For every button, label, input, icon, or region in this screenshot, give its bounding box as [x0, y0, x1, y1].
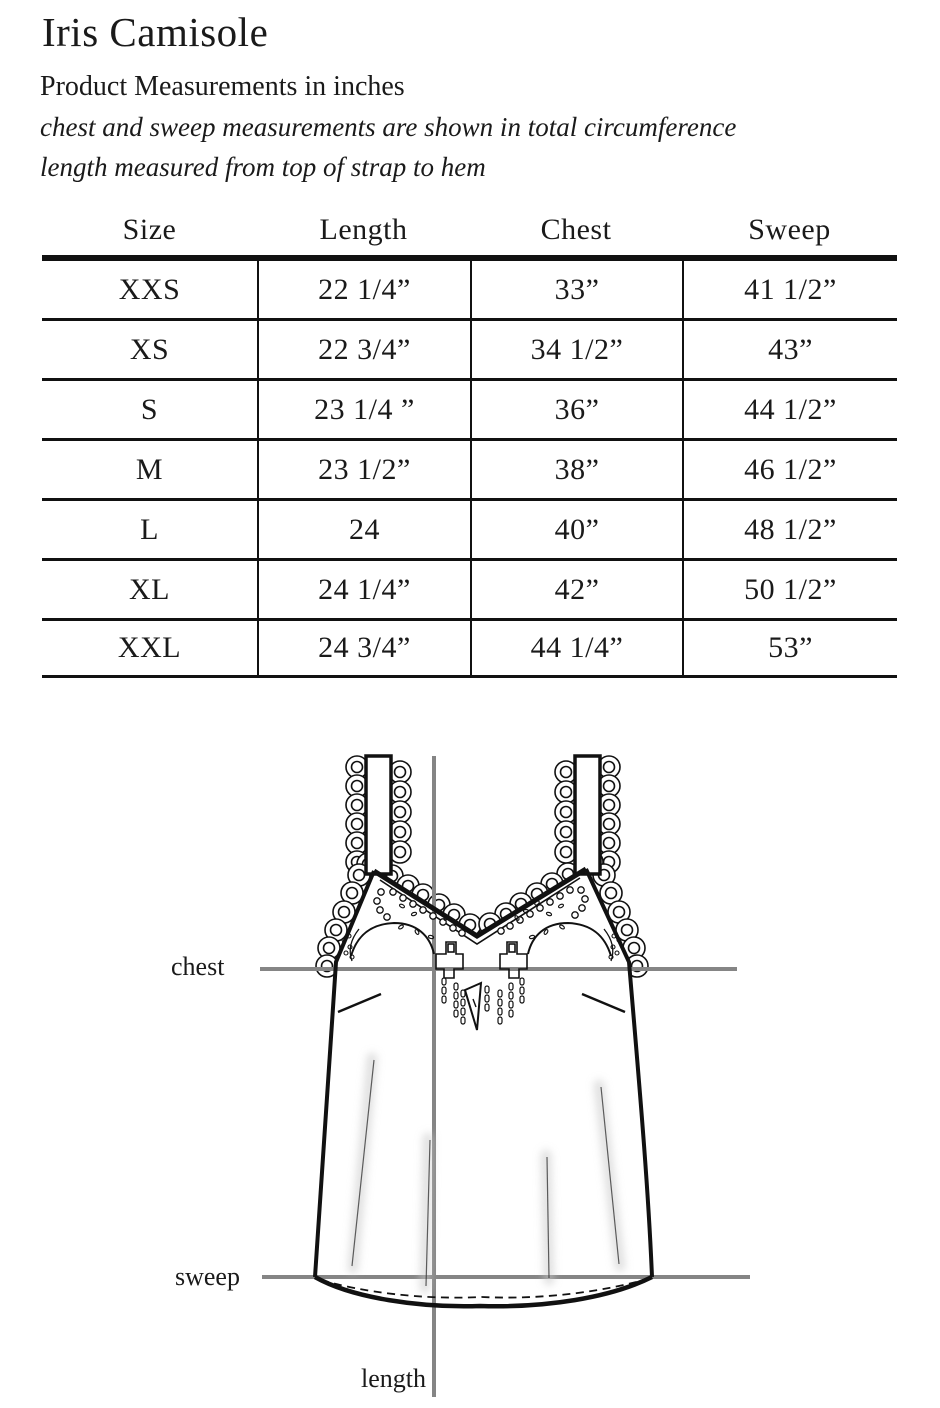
chest-cell: 40”: [470, 498, 682, 558]
chest-label: chest: [171, 952, 225, 981]
length-cell: 24 1/4”: [257, 558, 470, 618]
sweep-cell: 53”: [682, 618, 897, 678]
column-header-size: Size: [42, 205, 257, 258]
camisole-drawing: [0, 740, 940, 1408]
garment-diagram: [0, 740, 940, 1408]
chest-cell: 33”: [470, 258, 682, 318]
size-cell: XXL: [42, 618, 257, 678]
chest-cell: 44 1/4”: [470, 618, 682, 678]
size-cell: XS: [42, 318, 257, 378]
size-cell: M: [42, 438, 257, 498]
size-cell: XXS: [42, 258, 257, 318]
note-circumference: chest and sweep measurements are shown in total circumference: [40, 112, 737, 142]
sweep-cell: 44 1/2”: [682, 378, 897, 438]
length-cell: 22 3/4”: [257, 318, 470, 378]
sweep-cell: 41 1/2”: [682, 258, 897, 318]
sweep-cell: 50 1/2”: [682, 558, 897, 618]
length-cell: 24 3/4”: [257, 618, 470, 678]
length-cell: 24: [257, 498, 470, 558]
sweep-label: sweep: [175, 1262, 240, 1291]
size-cell: L: [42, 498, 257, 558]
page-subtitle: Product Measurements in inches: [40, 71, 405, 102]
chest-cell: 38”: [470, 438, 682, 498]
length-label: length: [361, 1364, 426, 1393]
length-cell: 23 1/4 ”: [257, 378, 470, 438]
size-cell: S: [42, 378, 257, 438]
size-table: [42, 205, 897, 678]
column-header-sweep: Sweep: [682, 205, 897, 258]
column-header-length: Length: [257, 205, 470, 258]
strap-left: [366, 756, 391, 874]
chest-cell: 42”: [470, 558, 682, 618]
note-length-definition: length measured from top of strap to hem: [40, 152, 486, 182]
chest-cell: 34 1/2”: [470, 318, 682, 378]
sweep-cell: 48 1/2”: [682, 498, 897, 558]
chest-cell: 36”: [470, 378, 682, 438]
size-cell: XL: [42, 558, 257, 618]
column-header-chest: Chest: [470, 205, 682, 258]
sweep-cell: 43”: [682, 318, 897, 378]
strap-right: [575, 756, 600, 874]
page-title: Iris Camisole: [42, 9, 269, 55]
sweep-cell: 46 1/2”: [682, 438, 897, 498]
length-cell: 22 1/4”: [257, 258, 470, 318]
length-cell: 23 1/2”: [257, 438, 470, 498]
